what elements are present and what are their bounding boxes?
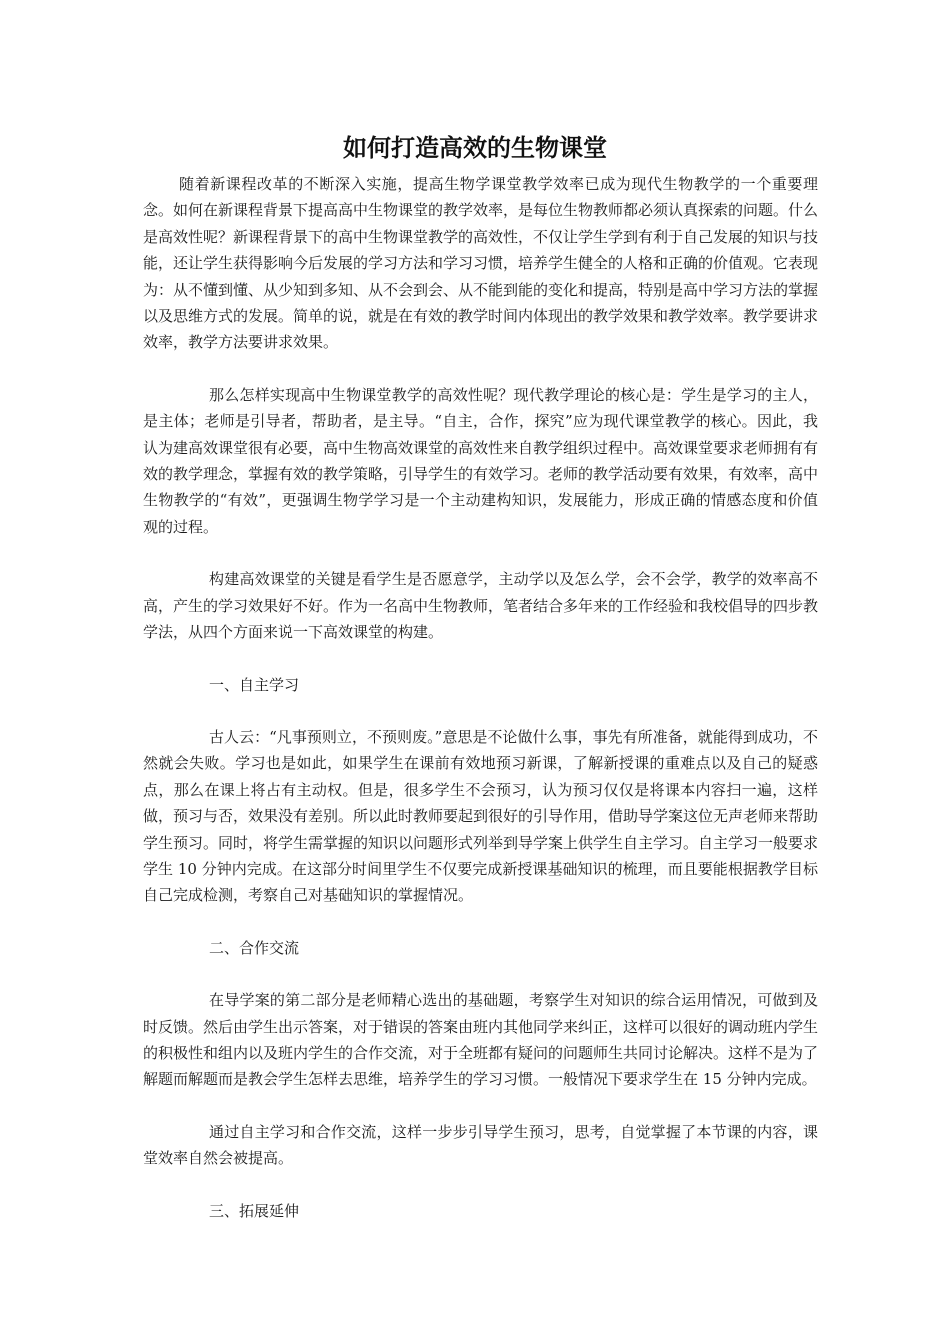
paragraph-cooperation: 在导学案的第二部分是老师精心选出的基础题，考察学生对知识的综合运用情况，可做到及时反馈。然后由学生出示答案，对于错误的答案由班内其他同学来纠正，这样可以很好的调动班内学生的积极性和组内以及班内学生的合作交流，对于全班都有疑问的问题师生共同讨论解决。这样不是为了解题而解题而是教会学生怎样去思维，培养学生的学习习惯。一般情况下要求学生在 15 分钟内完成。 <box>143 991 819 1089</box>
paragraph-gap <box>143 540 818 566</box>
paragraph-key-of-efficiency: 构建高效课堂的关键是看学生是否愿意学，主动学以及怎么学，会不会学，教学的效率高不高，产生的学习效果好不好。作为一名高中生物教师，笔者结合多年来的工作经验和我校倡导的四步教学法，从四个方面来说一下高效课堂的构建。 <box>143 570 819 642</box>
paragraph-gap <box>143 961 818 987</box>
paragraph-gap <box>143 1172 818 1198</box>
paragraph-gap <box>143 356 818 382</box>
paragraph-core-theory: 那么怎样实现高中生物课堂教学的高效性呢？现代教学理论的核心是：学生是学习的主人，是主体；老师是引导者，帮助者，是主导。“自主，合作，探究”应为现代课堂教学的核心。因此，我认为建高效课堂很有必要，高中生物高效课堂的高效性来自教学组织过程中。高效课堂要求老师拥有有效的教学理念，掌握有效的教学策略，引导学生的有效学习。老师的教学活动要有效果，有效率，高中生物教学的“有效”，更强调生物学学习是一个主动建构知识，发展能力，形成正确的情感态度和价值观的过程。 <box>143 385 819 536</box>
paragraph-summary: 通过自主学习和合作交流，这样一步步引导学生预习，思考，自觉掌握了本节课的内容，课堂效率自然会被提高。 <box>143 1122 818 1168</box>
paragraph-self-study: 古人云：“凡事预则立，不预则废。”意思是不论做什么事，事先有所准备，就能得到成功，不然就会失败。学习也是如此，如果学生在课前有效地预习新课，了解新授课的重难点以及自己的疑惑点，那么在课上将占有主动权。但是，很多学生不会预习，认为预习仅仅是将课本内容扫一遍，这样做，预习与否，效果没有差别。所以此时教师要起到很好的引导作用，借助导学案这位无声老师来帮助学生预习。同时，将学生需掌握的知识以问题形式列举到导学案上供学生自主学习。自主学习一般要求学生 10 分钟内完成。在这部分时间里学生不仅要完成新授课基础知识的梳理，而且要能根据教学目标自己完成检测，考察自己对基础知识的掌握情况。 <box>143 727 819 905</box>
document-body <box>143 171 818 1224</box>
section-heading-cooperation: 二、合作交流 <box>209 938 300 957</box>
paragraph-gap <box>143 909 818 935</box>
document-title: 如何打造高效的生物课堂 <box>343 133 607 162</box>
paragraph-intro: 随着新课程改革的不断深入实施，提高生物学课堂教学效率已成为现代生物教学的一个重要理念。如何在新课程背景下提高高中生物课堂的教学效率，是每位生物教师都必须认真探索的问题。什么是高效性呢？新课程背景下的高中生物课堂教学的高效性，不仅让学生学到有利于自己发展的知识与技能，还让学生获得影响今后发展的学习方法和学习习惯，培养学生健全的人格和正确的价值观。它表现为：从不懂到懂、从少知到多知、从不会到会、从不能到能的变化和提高，特别是高中学习方法的掌握以及思维方式的发展。简单的说，就是在有效的教学时间内体现出的教学效果和教学效率。教学要讲求效率，教学方法要讲求效果。 <box>143 175 819 352</box>
section-heading-self-study: 一、自主学习 <box>209 675 300 694</box>
paragraph-gap <box>143 646 818 672</box>
paragraph-gap <box>143 698 818 724</box>
paragraph-gap <box>143 1093 818 1119</box>
section-heading-extension: 三、拓展延伸 <box>209 1201 300 1220</box>
